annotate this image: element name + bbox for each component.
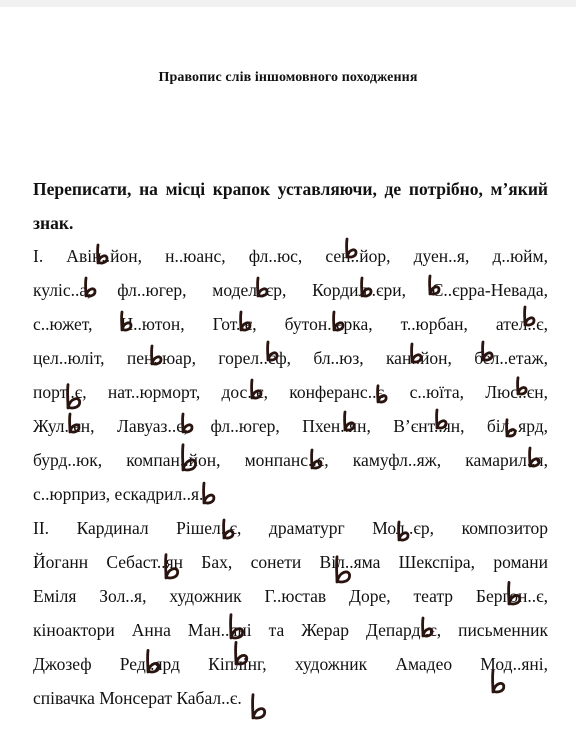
exercise-section-2 bbox=[33, 511, 548, 715]
section-1-line: бурд..юк, компан..йон, монпанс..є, камуфл..яж, камарил..я, bbox=[33, 450, 548, 470]
section-1-line: І. Авін..йон, н..юанс, фл..юс, сен..йор, дуен..я, д..юйм, bbox=[33, 246, 548, 266]
section-2-line: співачка Монсерат Кабал..є. bbox=[33, 688, 242, 708]
section-1-line: с..юрприз, ескадрил..я. bbox=[33, 484, 204, 504]
exercise-section-1 bbox=[33, 239, 548, 511]
section-1-line: порт..є, нат..юрморт, дос..є, конферанс..є, с..юїта, Люс..єн, bbox=[33, 382, 548, 402]
section-1-line: цел..юліт, пен..юар, горел..єф, бл..юз, кан..йон, бел..етаж, bbox=[33, 348, 548, 368]
section-1-line: Жул..єн, Лавуаз..є, фл..югер, Пхен..ян, В’єнт..ян, біл..ярд, bbox=[33, 416, 548, 436]
section-2-line: Еміля Зол..я, художник Г..юстав Доре, театр Бергон..є, bbox=[33, 586, 548, 606]
exercise-instruction: Переписати, на місці крапок уставляючи, де потрібно, м’який знак. bbox=[33, 179, 548, 233]
section-2-line: кіноактори Анна Ман..яні та Жерар Депард..є, письменник bbox=[33, 620, 548, 640]
section-1-line: куліс..а, фл..югер, модел..єр, Кордил..єри, С..єрра-Невада, bbox=[33, 280, 548, 300]
section-2-line: ІІ. Кардинал Рішел..є, драматург Мол..єр, композитор bbox=[33, 518, 548, 538]
document-title: Правопис слів іншомовного походження bbox=[158, 70, 418, 85]
section-2-line: Джозеф Ред..ярд Кіплінг, художник Амадео Мод..яні, bbox=[33, 654, 548, 674]
section-1-line: с..южет, Н..ютон, Гот..є, бутон..єрка, т..юрбан, ател..є, bbox=[33, 314, 548, 334]
section-2-line: Йоганн Себаст..ян Бах, сонети Віл..яма Шекспіра, романи bbox=[33, 552, 548, 572]
